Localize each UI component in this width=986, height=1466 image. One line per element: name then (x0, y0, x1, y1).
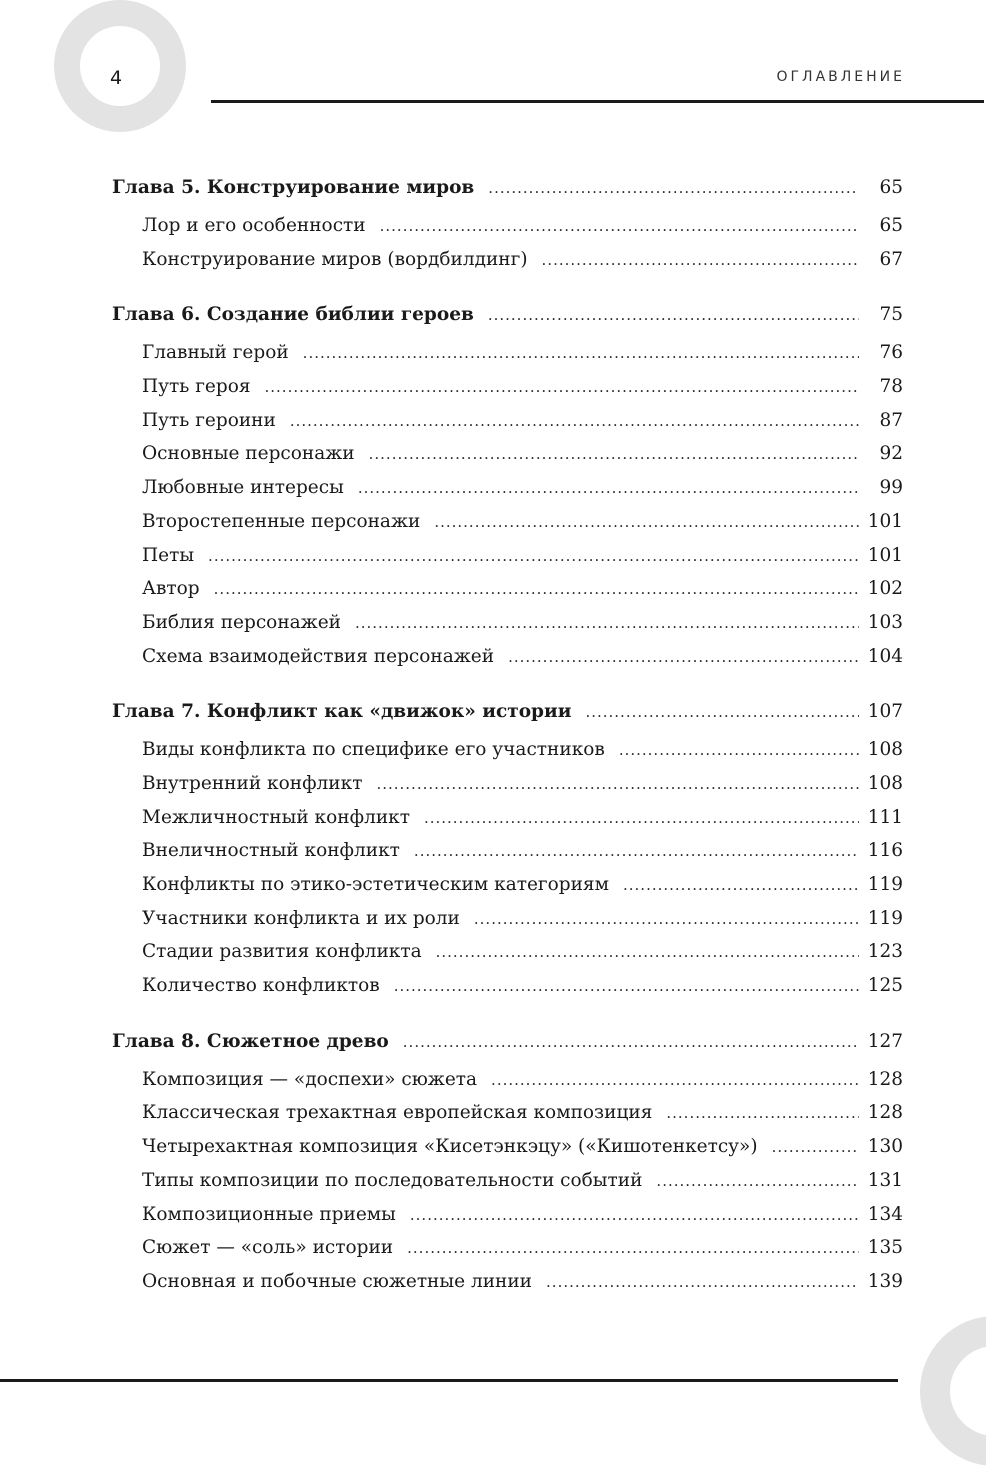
page-number: 4 (110, 67, 123, 89)
entry-page: 139 (867, 1270, 903, 1292)
toc-entry[interactable] (112, 1103, 903, 1137)
dot-leader (434, 512, 859, 532)
entry-title: Виды конфликта по специфике его участников (142, 739, 605, 761)
entry-page: 104 (867, 645, 903, 667)
entry-page: 125 (867, 975, 903, 997)
dot-leader (546, 1272, 859, 1292)
toc-entry[interactable] (112, 512, 903, 546)
dot-leader (208, 546, 859, 566)
dot-leader (369, 444, 859, 464)
toc-entry[interactable] (112, 613, 903, 647)
entry-title: Основные персонажи (142, 443, 355, 465)
entry-page: 76 (879, 342, 903, 364)
toc-entry[interactable] (112, 343, 903, 377)
chapter-title: Глава 6. Создание библии героев (112, 304, 474, 326)
entry-title: Конфликты по этико-эстетическим категориям (142, 874, 609, 895)
entry-title: Лор и его особенности (142, 215, 366, 236)
toc-entry[interactable] (112, 1137, 903, 1171)
toc-entry[interactable] (112, 1171, 903, 1205)
entry-title: Конструирование миров (вордбилдинг) (142, 248, 528, 270)
chapter-page: 75 (879, 304, 903, 326)
chapter-6 (112, 305, 903, 680)
entry-page: 111 (867, 806, 903, 828)
dot-leader (407, 1238, 859, 1258)
dot-leader (214, 579, 859, 599)
dot-leader (358, 478, 859, 498)
entry-page: 116 (867, 840, 903, 862)
entry-title: Сюжет — «соль» истории (142, 1237, 394, 1259)
entry-title: Межличностный конфликт (142, 806, 410, 828)
toc-entry[interactable] (112, 875, 903, 909)
table-of-contents (112, 178, 903, 1328)
toc-entry[interactable] (112, 1238, 903, 1272)
entry-title: Участники конфликта и их роли (142, 907, 460, 929)
entry-page: 78 (879, 376, 903, 398)
chapter-7 (112, 702, 903, 1010)
dot-leader (355, 613, 859, 633)
entry-title: Любовные интересы (142, 477, 344, 499)
toc-entry[interactable] (112, 808, 903, 842)
chapter-title: Глава 8. Сюжетное древо (112, 1030, 389, 1052)
toc-entry[interactable] (112, 250, 903, 284)
entry-title: Внутренний конфликт (142, 772, 363, 794)
entry-page: 103 (867, 611, 903, 633)
entry-page: 92 (879, 443, 903, 465)
dot-leader (772, 1137, 859, 1157)
chapter-heading[interactable] (112, 1032, 903, 1062)
entry-page: 101 (867, 544, 903, 566)
chapter-page: 65 (879, 177, 903, 198)
entry-title: Второстепенные персонажи (142, 510, 421, 532)
entry-page: 135 (867, 1237, 903, 1259)
toc-entry[interactable] (112, 546, 903, 580)
entry-page: 123 (867, 941, 903, 963)
entry-page: 128 (867, 1102, 903, 1124)
entry-page: 130 (867, 1136, 903, 1158)
entry-page: 99 (879, 477, 903, 499)
toc-entry[interactable] (112, 216, 903, 250)
entry-title: Путь героини (142, 409, 276, 431)
toc-entry[interactable] (112, 841, 903, 875)
entry-page: 65 (879, 215, 903, 236)
toc-entry[interactable] (112, 444, 903, 478)
entry-title: Путь героя (142, 376, 251, 398)
dot-leader (488, 305, 859, 325)
toc-entry[interactable] (112, 579, 903, 613)
chapter-heading[interactable] (112, 178, 903, 208)
entry-title: Композиционные приемы (142, 1203, 396, 1225)
dot-leader (488, 178, 859, 198)
entry-page: 108 (867, 772, 903, 794)
dot-leader (474, 909, 859, 929)
toc-entry[interactable] (112, 976, 903, 1010)
entry-page: 131 (867, 1169, 903, 1191)
entry-page: 128 (867, 1068, 903, 1090)
dot-leader (403, 1032, 859, 1052)
chapter-page: 107 (867, 701, 903, 723)
dot-leader (656, 1171, 859, 1191)
dot-leader (436, 942, 859, 962)
entry-title: Классическая трехактная европейская композиция (142, 1102, 653, 1124)
dot-leader (666, 1103, 859, 1123)
toc-entry[interactable] (112, 377, 903, 411)
toc-entry[interactable] (112, 647, 903, 681)
dot-leader (491, 1070, 859, 1090)
entry-page: 119 (867, 907, 903, 929)
dot-leader (303, 343, 859, 363)
dot-leader (542, 250, 859, 270)
entry-page: 108 (867, 739, 903, 761)
chapter-5 (112, 178, 903, 283)
dot-leader (410, 1205, 859, 1225)
dot-leader (424, 808, 859, 828)
decorative-ring-top (54, 0, 186, 132)
dot-leader (619, 740, 859, 760)
entry-title: Стадии развития конфликта (142, 941, 422, 963)
entry-title: Композиция — «доспехи» сюжета (142, 1068, 478, 1090)
toc-entry[interactable] (112, 909, 903, 943)
toc-entry[interactable] (112, 478, 903, 512)
dot-leader (623, 875, 859, 895)
entry-title: Главный герой (142, 342, 289, 364)
entry-title: Автор (142, 578, 200, 600)
entry-page: 67 (879, 248, 903, 270)
entry-title: Основная и побочные сюжетные линии (142, 1270, 533, 1292)
decorative-ring-bottom (920, 1316, 986, 1466)
chapter-page: 127 (867, 1030, 903, 1052)
dot-leader (290, 411, 859, 431)
entry-title: Четырехактная композиция «Кисетэнкэцу» («Кишотенкетсу») (142, 1136, 758, 1158)
entry-page: 87 (879, 409, 903, 431)
toc-entry[interactable] (112, 1205, 903, 1239)
chapter-heading[interactable] (112, 305, 903, 335)
toc-entry[interactable] (112, 942, 903, 976)
dot-leader (585, 702, 859, 722)
entry-title: Петы (142, 544, 195, 566)
dot-leader (265, 377, 860, 397)
chapter-heading[interactable] (112, 702, 903, 732)
entry-title: Типы композиции по последовательности событий (142, 1169, 643, 1191)
dot-leader (380, 216, 859, 236)
header-rule (211, 100, 984, 103)
dot-leader (394, 976, 859, 996)
entry-page: 119 (867, 874, 903, 895)
entry-page: 134 (867, 1203, 903, 1225)
toc-entry[interactable] (112, 411, 903, 445)
dot-leader (508, 647, 859, 667)
toc-entry[interactable] (112, 1070, 903, 1104)
chapter-title: Глава 5. Конструирование миров (112, 177, 475, 198)
dot-leader (376, 774, 859, 794)
entry-page: 101 (867, 510, 903, 532)
chapter-8 (112, 1032, 903, 1306)
entry-title: Внеличностный конфликт (142, 840, 400, 862)
entry-title: Схема взаимодействия персонажей (142, 645, 495, 667)
dot-leader (414, 841, 859, 861)
entry-title: Количество конфликтов (142, 975, 380, 997)
toc-entry[interactable] (112, 774, 903, 808)
toc-entry[interactable] (112, 1272, 903, 1306)
entry-page: 102 (867, 578, 903, 600)
toc-entry[interactable] (112, 740, 903, 774)
footer-rule (0, 1379, 898, 1382)
chapter-title: Глава 7. Конфликт как «движок» истории (112, 701, 572, 723)
entry-title: Библия персонажей (142, 611, 341, 633)
running-head: ОГЛАВЛЕНИЕ (776, 69, 905, 85)
